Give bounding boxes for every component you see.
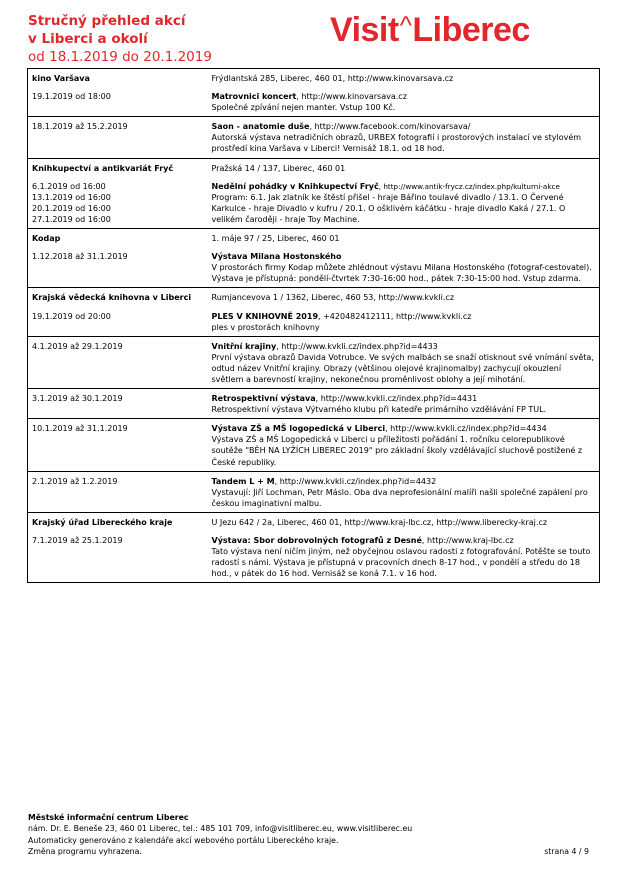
event-link[interactable]: , http://www.facebook.com/kinovarsava/ [309,122,471,132]
event-date: 4.1.2019 až 29.1.2019 [28,336,208,388]
title-line-2: v Liberci a okolí [28,31,148,47]
event-detail [208,177,600,229]
event-link[interactable]: , http://www.antik-frycz.cz/index.php/kulturni-akce [378,181,560,191]
venue-name: kino Varšava [28,69,208,88]
event-heading [212,423,596,434]
event-heading [212,393,596,404]
event-description: Vystavují: Jiří Lochman, Petr Máslo. Oba dva neprofesionální malíři našli společné zapálení pro českou imaginativní malbu. [211,487,588,508]
event-detail [208,247,600,288]
event-row [28,389,600,419]
event-row [28,471,600,512]
event-heading [212,251,596,262]
event-link[interactable]: , http://www.kvkli.cz/index.php?id=4431 [315,394,478,404]
event-title: PLES V KNIHOVNĚ 2019 [211,311,319,321]
event-link[interactable]: , http://www.kraj-lbc.cz [421,536,514,545]
event-link[interactable]: , http://www.kvkli.cz/index.php?id=4433 [276,341,438,351]
event-title: Nedělní pohádky v Knihkupectví Fryč [211,181,379,191]
event-row [28,336,600,388]
page-footer [28,812,598,857]
event-description: Tato výstava není ničím jiným, než obyčejnou oslavou radosti z fotografování. Potěšte se touto radostí s námi. Výstava je přístupná v pracovních dnech 8-17 hod., v pondělí a středu do 18 hod., v pátek do 16 hod. Vernisáž se koná 7.1. v 16 hod. [211,547,591,579]
event-date: 1.12.2018 až 31.1.2019 [32,252,128,262]
logo-text-visit: Visit [330,11,399,49]
event-detail [208,307,600,337]
event-title: Matrovnici koncert [211,92,297,102]
event-description: ples v prostorách knihovny [211,322,320,332]
event-heading [212,311,596,322]
venue-row [28,512,600,531]
event-title: Vnitřní krajiny [211,341,277,351]
event-date: 2.1.2019 až 1.2.2019 [28,471,208,512]
event-heading [212,476,596,487]
event-date: 7.1.2019 až 25.1.2019 [32,536,123,545]
venue-row [28,229,600,248]
page-number: strana 4 / 9 [544,847,589,856]
document-title [28,12,212,66]
event-row [28,177,600,229]
title-date-range: od 18.1.2019 do 20.1.2019 [28,49,212,65]
venue-row [28,288,600,307]
visit-liberec-logo [330,11,530,51]
venue-address: 1. máje 97 / 25, Liberec, 460 01 [208,229,600,248]
event-detail [208,117,600,158]
event-detail [208,87,600,117]
event-title: Výstava Milana Hostonského [211,252,342,262]
event-date: 18.1.2019 až 15.2.2019 [28,117,208,158]
footer-contact: nám. Dr. E. Beneše 23, 460 01 Liberec, tel.: 485 101 709, info@visitliberec.eu, www.visitliberec.eu [28,824,413,834]
event-date: 3.1.2019 až 30.1.2019 [28,389,208,419]
event-heading [212,535,596,546]
footer-note-generated: Automaticky generováno z kalendáře akcí webového portálu Libereckého kraje. [28,835,339,845]
event-title: Výstava ZŠ a MŠ logopedická v Liberci [211,424,386,434]
event-heading [212,121,596,132]
event-date: 10.1.2019 až 31.1.2019 [28,419,208,471]
venue-row [28,158,600,177]
event-date: 6.1.2019 od 16:00 13.1.2019 od 16:00 20.1.2019 od 16:00 27.1.2019 od 16:00 [32,181,111,224]
venue-address: Rumjancevova 1 / 1362, Liberec, 460 53, http://www.kvkli.cz [208,288,600,307]
event-description: Společné zpívání nejen manter. Vstup 100 Kč. [211,103,396,113]
venue-address: Frýdlantská 285, Liberec, 460 01, http://www.kinovarsava.cz [208,69,600,88]
event-title: Tandem L + M [211,476,275,486]
event-link[interactable]: , http://www.kvkli.cz/index.php?id=4434 [385,424,547,434]
event-description: První výstava obrazů Davida Votrubce. Ve svých malbách se snaží otisknout své vnímání světa, odtud název Vnitřní krajiny. Obrazy (většinou olejové krajinomalby) zachycují okouzlení světlem a barevností krajiny, nekonečnou proměnlivost oblohy a její mihotání. [211,352,594,384]
event-detail [208,389,600,419]
venue-address: Pražská 14 / 137, Liberec, 460 01 [208,158,600,177]
event-detail [208,336,600,388]
event-link[interactable]: , http://www.kinovarsava.cz [296,92,407,102]
event-row [28,531,600,583]
footer-note-changes: Změna programu vyhrazena. [28,846,142,856]
logo-caret: ^ [399,10,412,40]
event-date: 19.1.2019 od 20:00 [32,311,111,321]
event-row [28,247,600,288]
event-detail [208,419,600,471]
event-row [28,419,600,471]
events-table [27,68,600,583]
venue-name: Knihkupectví a antikvariát Fryč [28,158,208,177]
venue-name: Krajská vědecká knihovna v Liberci [28,288,208,307]
event-row [28,87,600,117]
event-description: Retrospektivní výstava Výtvarného klubu při katedře primárního vzdělávání FP TUL. [211,405,547,415]
event-title: Saon - anatomie duše [211,122,310,132]
venue-address: U Jezu 642 / 2a, Liberec, 460 01, http://www.kraj-lbc.cz, http://www.liberecky-kraj.cz [208,512,600,531]
venue-name: Kodap [28,229,208,248]
event-detail [208,471,600,512]
event-title: Retrospektivní výstava [211,394,316,404]
logo-text-liberec: Liberec [412,11,530,49]
event-heading [212,341,596,352]
event-detail [208,531,600,583]
event-date: 19.1.2019 od 18:00 [32,92,111,102]
event-description: Výstava ZŠ a MŠ Logopedická v Liberci u příležitosti pořádání 1. ročníku celorepublikové soutěže "BĚH NA LYŽÍCH LIBEREC 2019" pro základní školy vzdělávající sluchově postižené z České republiky. [211,435,583,467]
event-heading [212,91,596,102]
event-heading [212,181,596,192]
event-link[interactable]: , +420482412111, http://www.kvkli.cz [318,311,472,321]
event-description: Autorská výstava netradičních obrazů, URBEX fotografií i prostorových instalací ve stylovém prostředí kina Varšava v Liberci! Vernisáž 18.1. od 18 hod. [211,133,582,154]
event-row [28,307,600,337]
venue-name: Krajský úřad Libereckého kraje [28,512,208,531]
title-line-1: Stručný přehled akcí [28,13,186,29]
venue-row [28,69,600,88]
event-row [28,117,600,158]
event-title: Výstava: Sbor dobrovolných fotografů z Desné [211,536,422,545]
event-link[interactable]: , http://www.kvkli.cz/index.php?id=4432 [274,476,437,486]
event-description: Program: 6.1. Jak zlatník ke štěstí přišel - hraje Bářino toulavé divadlo / 13.1. O Červené Karkulce - hraje Divadlo v kufru / 20.1. O ošklivém káčátku - hraje divadlo Kaká / 27.1. O velikém čaroději - hraje Toy Machine. [211,192,566,224]
footer-org: Městské informační centrum Liberec [28,813,189,822]
event-description: V prostorách firmy Kodap můžete zhlédnout výstavu Milana Hostonského (fotograf-cestovatel). Výstava je přístupná: pondělí-čtvrtek 7:30-16:00 hod., pátek 7:30-15:00 hod. Vstup zdarma. [211,263,592,284]
